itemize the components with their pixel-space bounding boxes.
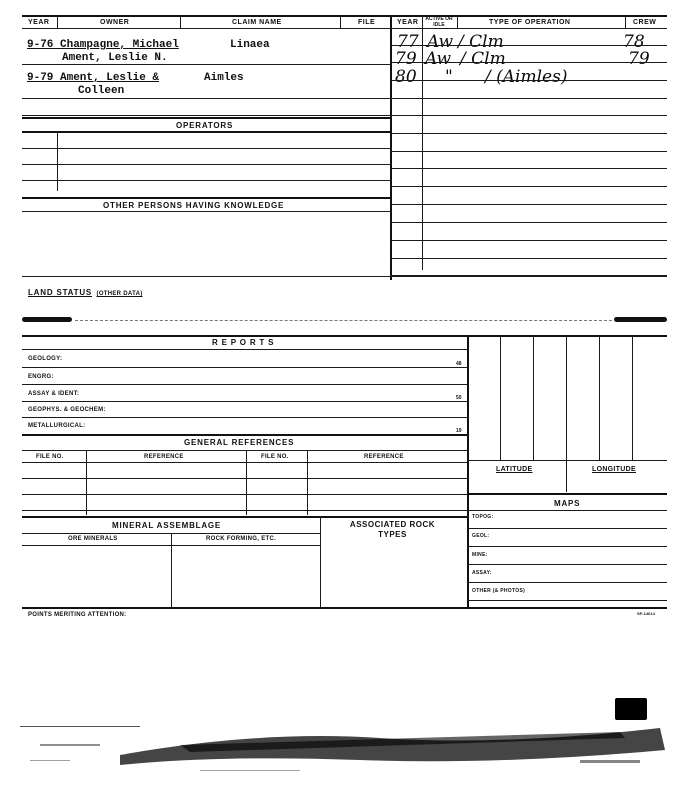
ref-reference-1: REFERENCE [144,454,184,460]
maps-assay: ASSAY: [472,570,492,576]
maps-heading: MAPS [554,499,581,508]
maps-other: OTHER (& PHOTOS) [472,588,526,594]
rock-forming-header: ROCK FORMING, ETC. [206,536,277,542]
reports-heading: R E P O R T S [212,338,275,347]
claim-name-1: Linaea [230,39,270,51]
op-status-1: Aw [427,32,454,52]
mineral-assemblage-heading: MINERAL ASSEMBLAGE [112,521,222,530]
land-status-note: (OTHER DATA) [96,291,143,297]
general-references-heading: GENERAL REFERENCES [184,438,295,447]
ore-minerals-header: ORE MINERALS [68,536,118,542]
maps-mine: MINE: [472,552,488,558]
op-status-2: Aw [425,49,452,69]
header-claim-name: CLAIM NAME [232,19,282,26]
header-active-or-idle: ACTIVE OR IDLE [425,16,453,28]
land-status-heading [28,282,143,300]
report-assay: ASSAY & IDENT: [28,391,80,397]
report-geology: GEOLOGY: [28,356,63,362]
land-status-label: LAND STATUS [28,288,93,297]
report-geology-num: 48 [456,361,462,367]
header-file: FILE [358,19,376,26]
header-year: YEAR [28,19,50,26]
ref-file-no-2: FILE NO. [261,454,289,460]
associated-rock-types-heading: ASSOCIATED ROCK TYPES [349,520,436,539]
op-crew-2: 79 [628,49,650,69]
form-number: SP-14614 [637,611,655,616]
maps-topog: TOPOG: [472,514,494,520]
op-year-3: 80 [395,67,417,87]
longitude-label: LONGITUDE [592,466,636,473]
ref-reference-2: REFERENCE [364,454,404,460]
owner-entry-4: Colleen [78,85,125,97]
header-type-of-operation: TYPE OF OPERATION [489,19,571,26]
op-status-3: " [445,67,453,87]
op-year-1: 77 [397,32,419,52]
report-assay-num: 50 [456,395,462,401]
ref-file-no-1: FILE NO. [36,454,64,460]
latitude-label: LATITUDE [496,466,533,473]
report-metallurgical: METALLURGICAL: [28,423,86,429]
owner-entry-3: 9-79 Ament, Leslie & [27,72,160,84]
owner-entry-1: 9-76 Champagne, Michael [27,39,179,51]
report-engrg: ENGRG: [28,374,54,380]
op-type-3: / (Aimles) [485,67,568,87]
owner-entry-2: Ament, Leslie N. [62,52,168,64]
header-year-right: YEAR [397,19,419,26]
op-type-2: / Clm [460,49,506,69]
points-meriting-attention: POINTS MERITING ATTENTION: [28,612,127,618]
claim-name-3: Aimles [204,72,244,84]
report-geophys: GEOPHYS. & GEOCHEM: [28,407,106,413]
report-metallurgical-num: 19 [456,428,462,434]
op-crew-1: 78 [623,32,645,52]
scan-artifact [0,690,678,800]
other-persons-heading: OTHER PERSONS HAVING KNOWLEDGE [103,201,285,210]
op-year-2: 79 [395,49,417,69]
maps-geol: GEOL: [472,533,490,539]
header-owner: OWNER [100,19,130,26]
op-type-1: / Clm [458,32,504,52]
operators-heading: OPERATORS [176,121,234,130]
header-crew: CREW [633,19,657,26]
